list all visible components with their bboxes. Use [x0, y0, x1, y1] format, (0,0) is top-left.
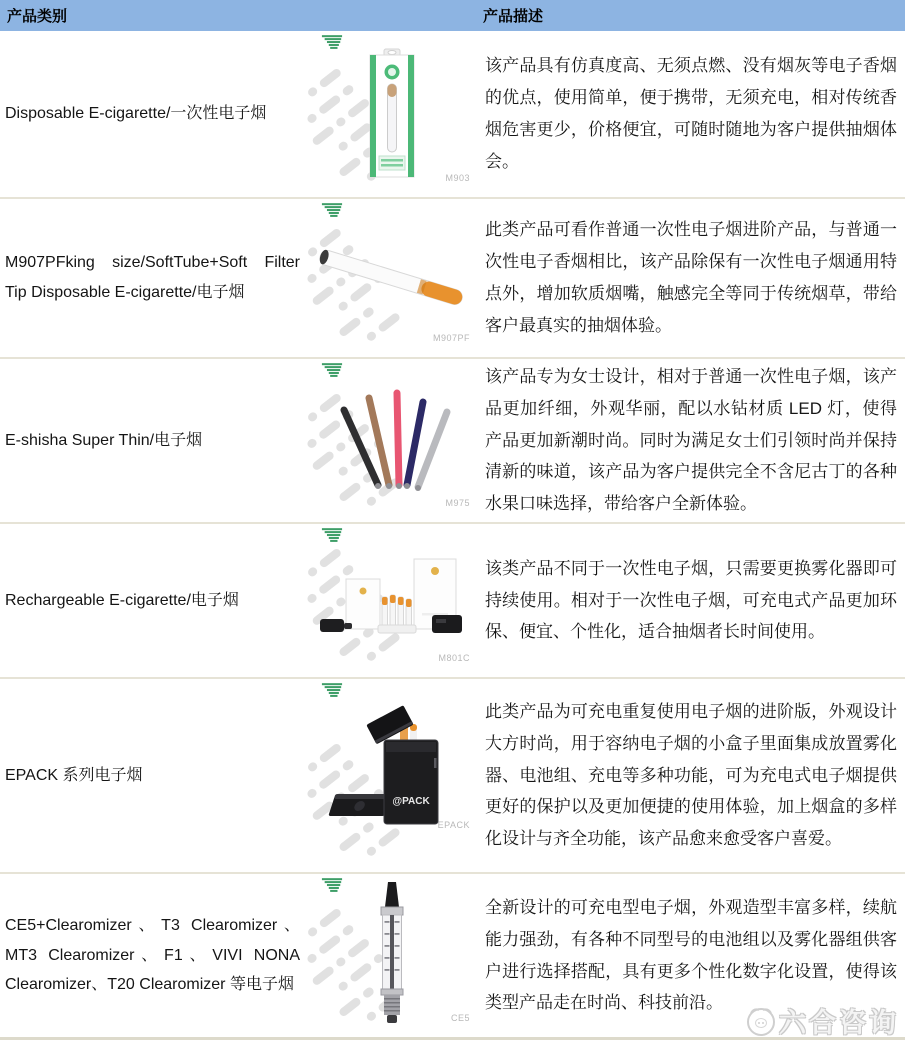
image-cell [305, 679, 478, 872]
table-row [0, 679, 905, 874]
image-cell [305, 359, 478, 522]
product-code-label: M801C [438, 653, 470, 663]
category-text: Disposable E-cigarette/一次性电子烟 [5, 105, 267, 123]
description-cell [478, 31, 905, 197]
image-cell [305, 199, 478, 357]
watermark-text: 六合咨询 [779, 1008, 899, 1038]
image-cell [305, 31, 478, 197]
category-cell [0, 199, 305, 357]
product-image-m903-package [361, 48, 423, 180]
company-logo-icon [321, 35, 343, 50]
description-text: 全新设计的可充电型电子烟，外观造型丰富多样，续航能力强劲，有各种不同型号的电池组以及雾化器组供客户进行选择搭配，具有更多个性化数字化设置，使得该类型产品走在时尚、科技前沿。 [485, 897, 897, 1013]
description-text: 此类产品可看作普通一次性电子烟进阶产品，与普通一次性电子香烟相比，该产品除保有一次性电子烟通用特点外，增加软质烟嘴，触感完全等同于传统烟草，带给客户最真实的抽烟体验。 [485, 220, 897, 335]
category-cell [0, 679, 305, 872]
site-watermark [743, 1001, 899, 1040]
product-image-m801c-kit [316, 553, 468, 649]
category-text: CE5+Clearomizer、T3 Clearomizer、MT3 Clearomizer、F1、VIVI NONA Clearomizer、T20 Clearomizer 等电子烟 [5, 917, 300, 994]
description-cell [478, 359, 905, 522]
category-text: M907PFking size/SoftTube+Soft Filter Tip Disposable E-cigarette/电子烟 [5, 254, 300, 301]
category-text: Rechargeable E-cigarette/电子烟 [5, 591, 239, 609]
header-product-category: 产品类别 [7, 8, 68, 25]
image-cell [305, 524, 478, 677]
table-header [0, 0, 905, 31]
category-cell [0, 874, 305, 1037]
product-code-label: M907PF [432, 333, 470, 343]
header-product-description: 产品描述 [483, 8, 544, 25]
description-cell [478, 679, 905, 872]
description-text: 该产品具有仿真度高、无须点燃、没有烟灰等电子香烟的优点，使用简单，便于携带，无须充电，相对传统香烟危害更少，价格便宜，可随时随地为客户提供抽烟体会。 [485, 56, 897, 171]
product-code-label: EPACK [437, 820, 470, 830]
category-cell [0, 524, 305, 677]
svg-text:@PACK: @PACK [391, 795, 430, 807]
category-cell [0, 31, 305, 197]
table-row [0, 31, 905, 199]
table-row [0, 359, 905, 524]
product-image-ce5-clearomizer [369, 881, 415, 1031]
product-image-m907pf-cigarette [309, 228, 474, 328]
product-image-epack-case [326, 700, 458, 852]
product-code-label: CE5 [450, 1013, 470, 1023]
product-image-m975-eshisha-pens [326, 382, 458, 500]
image-cell [305, 874, 478, 1037]
watermark-pig-logo-icon [743, 1003, 779, 1039]
description-text: 该产品专为女士设计，相对于普通一次性电子烟，该产品更加纤细，外观华丽，配以水钻材质 LED 灯，使得产品更加新潮时尚。同时为满足女士们引领时尚并保持清新的味道，该产品为客户提供完全不含尼古丁的各种水果口味选择，带给客户全新体验。 [485, 366, 897, 514]
category-text: EPACK 系列电子烟 [5, 766, 143, 784]
company-logo-icon [321, 683, 343, 698]
description-cell [478, 524, 905, 677]
product-code-label: M903 [445, 173, 470, 183]
table-row [0, 199, 905, 359]
description-text: 该类产品不同于一次性电子烟，只需要更换雾化器即可持续使用。相对于一次性电子烟，可充电式产品更加环保、便宜、个性化，适合抽烟者长时间使用。 [485, 558, 897, 642]
category-cell [0, 359, 305, 522]
description-cell [478, 199, 905, 357]
category-text: E-shisha Super Thin/电子烟 [5, 431, 203, 449]
table-row [0, 524, 905, 679]
product-code-label: M975 [445, 498, 470, 508]
description-text: 此类产品为可充电重复使用电子烟的进阶版，外观设计大方时尚，用于容纳电子烟的小盒子里面集成放置雾化器、电池组、充电等多种功能，可为充电式电子烟提供更好的保护以及更加便捷的使用体验，加上烟盒的多样化设计与齐全功能，该产品愈来愈受客户喜爱。 [485, 701, 897, 849]
